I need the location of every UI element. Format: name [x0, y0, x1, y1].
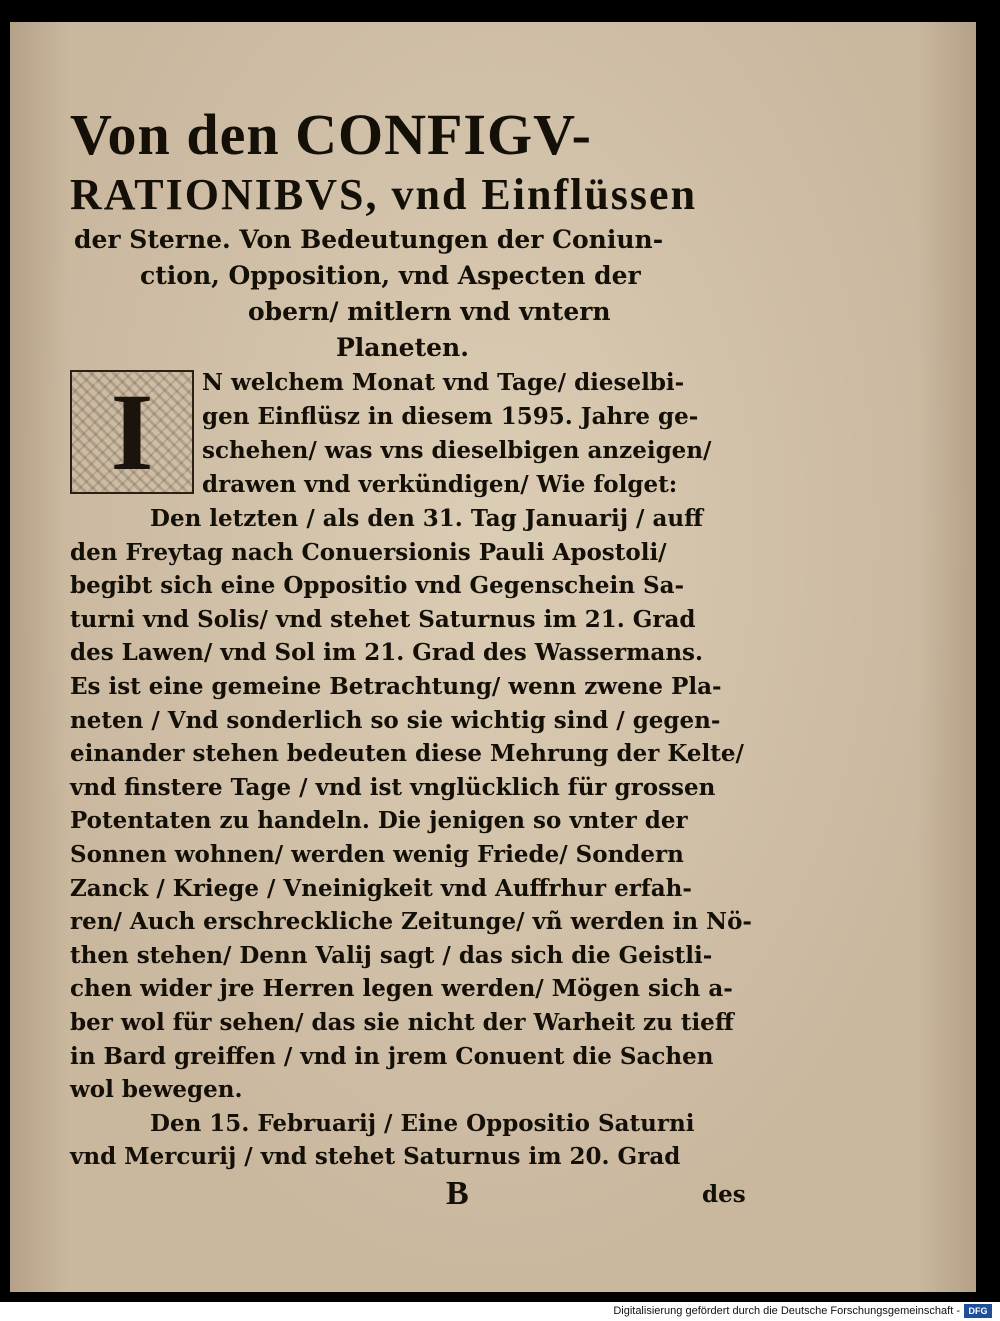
- body-line: Potentaten zu handeln. Die jenigen so vnter der: [70, 807, 688, 835]
- catchword: des: [702, 1180, 746, 1208]
- intro-lines: [202, 366, 711, 502]
- body-line: neten / Vnd sonderlich so sie wichtig sind / gegen-: [70, 706, 721, 734]
- body-line: vnd Mercurij / vnd stehet Saturnus im 20. Grad: [70, 1143, 681, 1171]
- intro-line: gen Einflüsz in diesem 1595. Jahre ge-: [202, 403, 699, 430]
- body-line: des Lawen/ vnd Sol im 21. Grad des Wassermans.: [70, 639, 704, 667]
- body-line: wol bewegen.: [70, 1076, 243, 1104]
- body-paragraph-2: [70, 1107, 790, 1174]
- dfg-logo-icon: DFG: [964, 1304, 992, 1318]
- body-paragraph-1: [70, 502, 790, 1107]
- subtitle-line: der Sterne. Von Bedeutungen der Coniun-: [74, 225, 664, 254]
- body-line: Den letzten / als den 31. Tag Januarij / auff: [150, 505, 703, 532]
- body-line: Den 15. Februarij / Eine Oppositio Saturni: [150, 1109, 695, 1137]
- intro-line: schehen/ was vns dieselbigen anzeigen/: [202, 437, 712, 464]
- body-line: begibt sich eine Oppositio vnd Gegenschein Sa-: [70, 572, 685, 600]
- body-line: turni vnd Solis/ vnd stehet Saturnus im 21. Grad: [70, 605, 696, 633]
- page-footer: [70, 1174, 790, 1214]
- body-line: Zanck / Kriege / Vneinigkeit vnd Auffrhur erfah-: [70, 874, 692, 902]
- credit-bar: [0, 1302, 1000, 1321]
- book-page: [10, 22, 976, 1292]
- title-line-2: RATIONIBVS, vnd Einflüssen: [70, 170, 698, 219]
- intro-line: drawen vnd verkündigen/ Wie folget:: [202, 471, 678, 498]
- body-line: ber wol für sehen/ das sie nicht der Warheit zu tieff: [70, 1008, 734, 1036]
- subtitle-line: Planeten.: [336, 333, 469, 362]
- page-text: [70, 102, 790, 1214]
- body-line: Sonnen wohnen/ werden wenig Friede/ Sondern: [70, 840, 684, 868]
- intro-paragraph: [70, 366, 790, 502]
- body-line: ren/ Auch erschreckliche Zeitunge/ vñ werden in Nö-: [70, 908, 752, 936]
- body-line: Es ist eine gemeine Betrachtung/ wenn zwene Pla-: [70, 672, 722, 700]
- signature-mark: B: [446, 1174, 469, 1212]
- ornamental-initial: [70, 370, 194, 494]
- body-line: vnd finstere Tage / vnd ist vnglücklich für grossen: [70, 773, 716, 801]
- drop-cap-letter: I: [110, 371, 154, 493]
- body-line: einander stehen bedeuten diese Mehrung der Kelte/: [70, 740, 744, 768]
- intro-line: N welchem Monat vnd Tage/ dieselbi-: [202, 369, 685, 396]
- funding-credit: Digitalisierung gefördert durch die Deutsche Forschungsgemeinschaft -: [613, 1305, 960, 1317]
- subtitle-line: ction, Opposition, vnd Aspecten der: [140, 261, 641, 290]
- body-line: chen wider jre Herren legen werden/ Mögen sich a-: [70, 975, 733, 1003]
- body-line: in Bard greiffen / vnd in jrem Conuent die Sachen: [70, 1042, 714, 1070]
- body-line: then stehen/ Denn Valij sagt / das sich die Geistli-: [70, 941, 713, 969]
- subtitle-line: obern/ mitlern vnd vntern: [248, 297, 611, 326]
- title-line-1: Von den CONFIGV-: [70, 102, 592, 167]
- body-line: den Freytag nach Conuersionis Pauli Apostoli/: [70, 538, 667, 566]
